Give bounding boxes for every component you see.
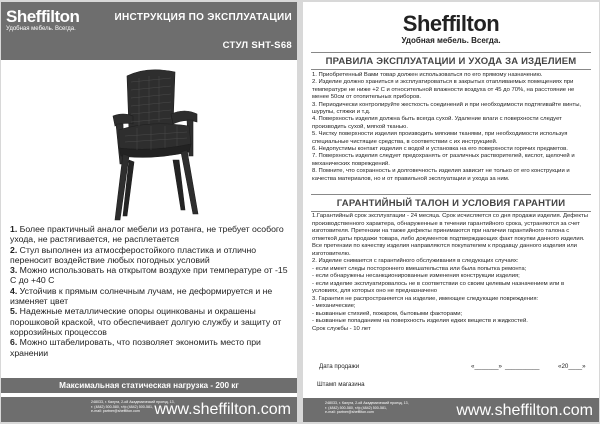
rule-item: 1. Приобретенный Вами товар должен использоваться по его прямому назначению. — [312, 72, 543, 78]
website-url: www.sheffilton.com — [154, 401, 291, 418]
brand-logo-large — [303, 12, 599, 46]
rule-item: 4. Поверхность изделия должна быть всегда сухой. Удаление влаги с поверхности следует производить сухой, мягкой тканью. — [312, 116, 562, 130]
feature-number: 1. — [10, 224, 18, 234]
brand-name: Sheffilton — [402, 11, 500, 36]
warranty-item: - механические; — [312, 303, 356, 309]
divider — [311, 52, 591, 53]
manual-title: ИНСТРУКЦИЯ ПО ЭКСПЛУАТАЦИИ — [114, 12, 292, 23]
rule-item: 8. Помните, что сохранность и долговечность изделия зависит не только от его конструкции и качества материалов, но и от правильной эксплуатации и ухода за ним. — [312, 168, 570, 182]
feature-number: 5. — [10, 306, 18, 317]
left-footer — [1, 397, 297, 422]
brand-name: Sheffilton — [6, 7, 80, 26]
sale-date-label: Дата продажи — [319, 363, 360, 370]
rules-heading: ПРАВИЛА ЭКСПЛУАТАЦИИ И УХОДА ЗА ИЗДЕЛИЕМ — [325, 56, 577, 67]
divider — [311, 69, 591, 70]
warranty-item: Срок службы - 10 лет — [312, 325, 371, 332]
sale-date-year: «20____» — [558, 363, 586, 370]
warranty-item: - если обнаружены несанкционированные изменения конструкции изделия; — [312, 273, 520, 279]
brand-slogan: Удобная мебель. Всегда. — [401, 36, 501, 45]
feature-text: Можно штабелировать, что позволяет экономить место при хранении — [10, 337, 261, 358]
contact-address: 248033, г. Калуга, 2-ой Академический проезд, 13, — [91, 400, 175, 404]
warranty-item: 3. Гарантия не распространяется на изделие, имеющее следующие повреждения: — [312, 295, 539, 302]
warranty-item: - если изделие эксплуатировалось не в соответствии со своим целевым назначением или в условиях, для которых оно не предназначено — [312, 280, 565, 294]
warranty-item: - вызванные попаданием на поверхность изделия едких веществ и жидкостей. — [312, 318, 528, 324]
right-footer — [303, 398, 599, 422]
feature-item — [10, 224, 290, 245]
feature-item — [10, 337, 290, 358]
rule-item: 3. Периодически контролируйте жесткость соединений и при необходимости подтягивайте винты, шурупы, стяжки и т.д. — [312, 101, 582, 116]
divider — [311, 211, 591, 212]
contact-phone: т. (4842) 500-580, т/ф (4842) 500-581, — [325, 405, 387, 410]
contact-phone: т. (4842) 500-580, т/ф (4842) 500-581, — [91, 404, 153, 409]
rule-item: 5. Чистку поверхности изделия производить мягкими тканями, при необходимости используя специальные чистящие средства, в соответствии с их инструкцией. — [312, 131, 568, 145]
feature-number: 4. — [10, 285, 18, 296]
feature-item — [10, 286, 290, 307]
feature-text: Более практичный аналог мебели из ротанга, не требует особого ухода, не растягивается, не расплетается — [10, 224, 284, 245]
sale-date-row — [313, 363, 593, 373]
left-header — [1, 2, 297, 60]
company-contacts — [325, 401, 445, 415]
sale-date-month: __________ — [505, 363, 540, 370]
feature-number: 2. — [10, 244, 18, 255]
feature-text: Надежные металлические опоры оцинкованы и окрашены порошковой краской, что обеспечивает долгую службу и защиту от коррозийных процессов — [10, 306, 282, 337]
right-page — [303, 2, 599, 422]
feature-text: Можно использовать на открытом воздухе при температуре от -15 С до +40 С — [10, 265, 288, 286]
warranty-item: - вызванные стихией, пожаром, бытовыми факторами; — [312, 310, 463, 317]
left-page — [1, 2, 297, 422]
sale-date-day: «_______» — [471, 363, 502, 370]
warranty-item: - если имеет следы постороннего вмешательства или была попытка ремонта; — [312, 265, 527, 272]
feature-text: Стул выполнен из атмосферостойкого пластика и отлично переносит воздействие любых погодных условий — [10, 244, 257, 265]
warranty-heading: ГАРАНТИЙНЫЙ ТАЛОН И УСЛОВИЯ ГАРАНТИИ — [336, 198, 566, 209]
feature-text: Устойчив к прямым солнечным лучам, не деформируется и не изменяет цвет — [10, 285, 273, 307]
feature-number: 6. — [10, 337, 18, 348]
divider — [311, 194, 591, 195]
rule-item: 6. Недопустимы контакт изделия с водой и установка на его поверхности горячих предметов. — [312, 146, 568, 153]
brand-slogan: Удобная мебель. Всегда. — [6, 26, 76, 32]
warranty-item: 1.Гарантийный срок эксплуатации - 24 месяца. Срок исчисляется со дня продажи изделия. Дефекты производственного характера, обнаруженные в течении гарантийного срока, устраняются за счет изготовителя. Претензии на также дефекты принимаются при наличии гарантийного талона с отметкой даты продажи товара, либо документов подтверждающих факт покупки данного изделия. Все претензии по качеству изделия направляются покупателем к продавцу данного изделия или изготовителю. — [312, 213, 588, 257]
max-load: Максимальная статическая нагрузка - 200 кг — [1, 378, 297, 393]
website-url: www.sheffilton.com — [456, 402, 593, 419]
feature-list — [10, 224, 290, 358]
store-stamp-label: Штамп магазина — [317, 381, 365, 388]
feature-number: 3. — [10, 265, 18, 276]
feature-item — [10, 265, 290, 286]
chair-image — [89, 64, 209, 222]
rule-item: 7. Поверхность изделия следует предохранять от различных растворителей, кислот, щелочей и механических повреждений. — [312, 153, 575, 167]
contact-email: e-mail: partner@sheffilton.com — [325, 410, 374, 415]
model-name: СТУЛ SHT-S68 — [222, 40, 292, 51]
feature-item — [10, 245, 290, 266]
contact-email: e-mail: partner@sheffilton.com — [91, 409, 140, 414]
care-rules — [312, 72, 592, 183]
warranty-item: 2. Изделие снимается с гарантийного обслуживания в следующих случаях: — [312, 258, 519, 264]
rule-item: 2. Изделие должно храниться и эксплуатироваться в закрытых отапливаемых помещениях при температуре не ниже +2 С и относительной влажности воздуха от 45 до 70%, на расстояние не менее 50см от отопительных приборов. — [312, 79, 575, 101]
contact-address: 248033, г. Калуга, 2-ой Академический проезд, 13, — [325, 401, 409, 405]
warranty-terms — [312, 213, 592, 333]
feature-item — [10, 306, 290, 337]
brand-logo — [6, 8, 79, 33]
